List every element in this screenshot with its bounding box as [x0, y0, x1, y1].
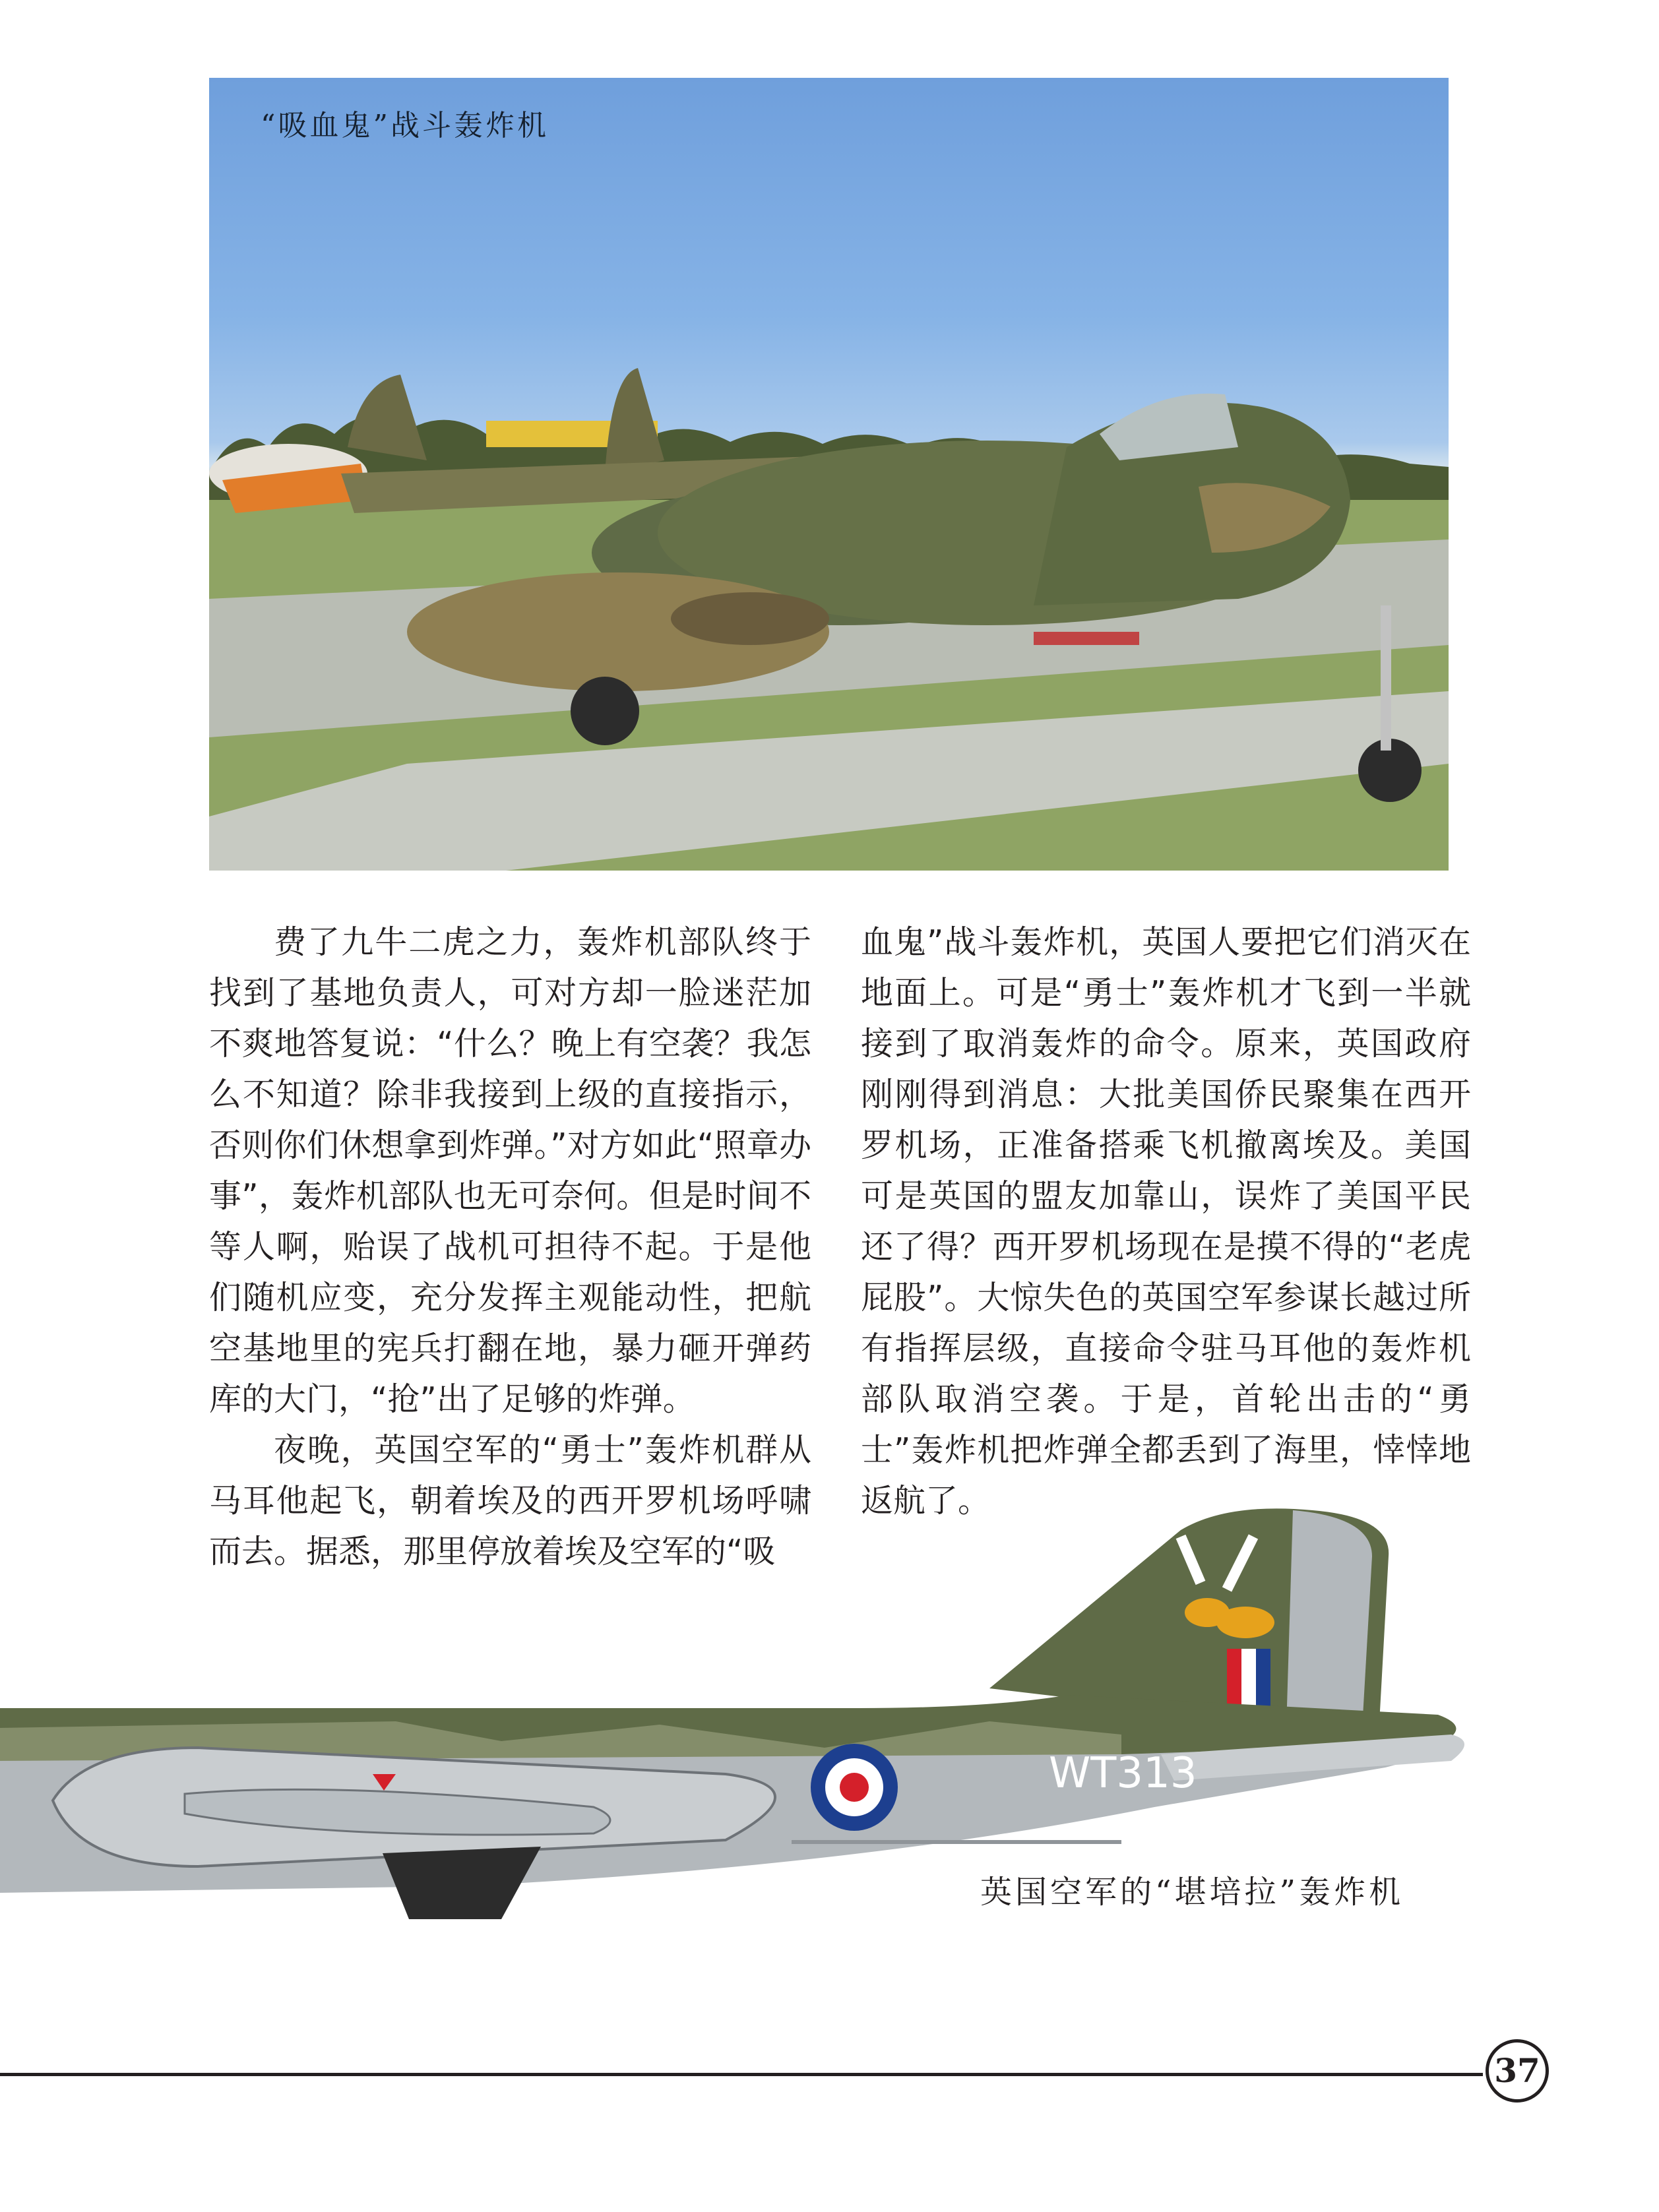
photo-caption: “吸血鬼”战斗轰炸机	[261, 109, 549, 142]
aircraft-serial: WT313	[1049, 1749, 1197, 1798]
fin-flash	[1227, 1649, 1270, 1708]
illustration-caption: 英国空军的“堪培拉”轰炸机	[980, 1874, 1404, 1911]
vampire-photo	[209, 78, 1449, 871]
footer-rule	[0, 2073, 1483, 2076]
paragraph: 夜晚，英国空军的“勇士”轰炸机群从马耳他起飞，朝着埃及的西开罗机场呼啸而去。据悉，那里停放着埃及空军的“吸	[209, 1431, 811, 1570]
paragraph: 血鬼”战斗轰炸机，英国人要把它们消灭在地面上。可是“勇士”轰炸机才飞到一半就接到了取消轰炸的命令。原来，英国政府刚刚得到消息：大批美国侨民聚集在西开罗机场，正准备搭乘飞机撤离埃及。美国可是英国的盟友加靠山，误炸了美国平民还了得？西开罗机场现在是摸不得的“老虎屁股”。大惊失色的英国空军参谋长越过所有指挥层级，直接命令驻马耳他的轰炸机部队取消空袭。于是，首轮出击的“勇士”轰炸机把炸弹全都丢到了海里，悻悻地返航了。	[861, 923, 1471, 1520]
raf-roundel	[811, 1744, 898, 1831]
article-right-column	[861, 917, 1471, 1526]
canberra-illustration	[0, 1497, 1478, 1919]
paragraph: 费了九牛二虎之力，轰炸机部队终于找到了基地负责人，可对方却一脸迷茫加不爽地答复说：“什么？晚上有空袭？我怎么不知道？除非我接到上级的直接指示，否则你们休想拿到炸弹。”对方如此“照章办事”，轰炸机部队也无可奈何。但是时间不等人啊，贻误了战机可担待不起。于是他们随机应变，充分发挥主观能动性，把航空基地里的宪兵打翻在地，暴力砸开弹药库的大门，“抢”出了足够的炸弹。	[209, 923, 811, 1418]
page-number: 37	[1486, 2039, 1549, 2103]
vampire-photo-art	[209, 78, 1449, 871]
article-left-column	[209, 917, 811, 1577]
